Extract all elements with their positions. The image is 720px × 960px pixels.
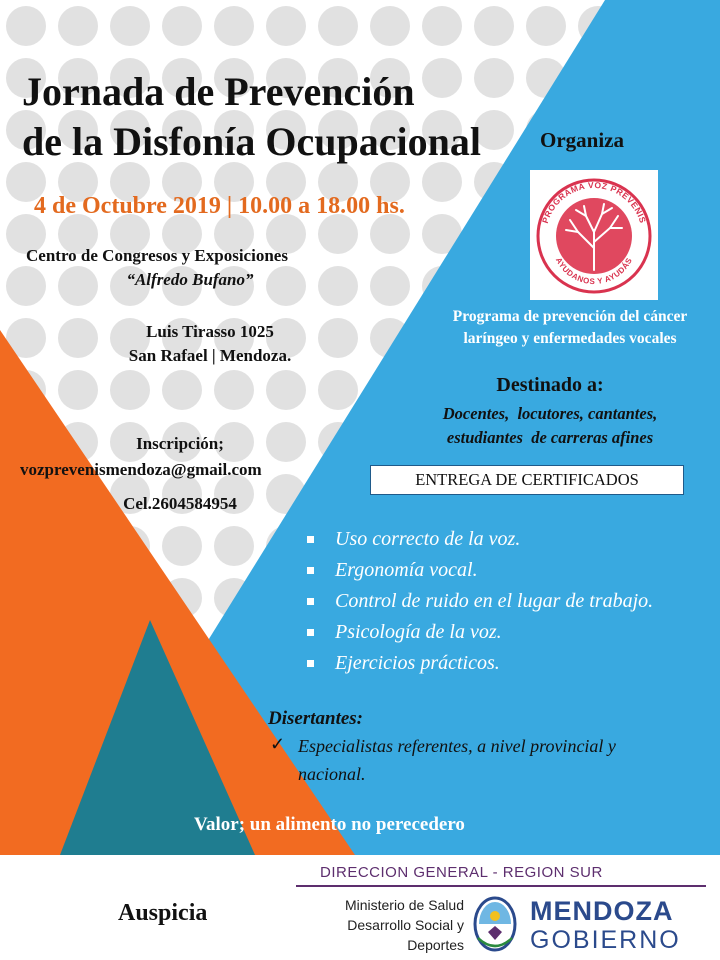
organizer-description-line2: laríngeo y enfermedades vocales bbox=[463, 330, 677, 347]
checkmark-icon: ✓ bbox=[270, 734, 286, 754]
direction-text: DIRECCION GENERAL - REGION SUR bbox=[320, 864, 603, 881]
program-logo bbox=[530, 170, 658, 300]
logo-text-bottom: AYUDANOS Y AYUDÁS bbox=[553, 256, 635, 287]
audience-line1: Docentes, locutores, cantantes, bbox=[442, 404, 658, 423]
ministry-line2: Desarrollo Social y bbox=[347, 917, 464, 933]
bullet-square-icon bbox=[307, 567, 314, 574]
venue-address2: San Rafael | Mendoza. bbox=[128, 346, 292, 365]
topic-text: Psicología de la voz. bbox=[335, 621, 502, 643]
bullet-square-icon bbox=[307, 629, 314, 636]
speakers-label: Disertantes: bbox=[268, 708, 363, 729]
topic-text: Control de ruido en el lugar de trabajo. bbox=[335, 590, 654, 612]
footer-divider bbox=[296, 885, 706, 887]
topic-item bbox=[305, 648, 653, 679]
bullet-square-icon bbox=[307, 536, 314, 543]
venue-address1: Luis Tirasso 1025 bbox=[146, 322, 274, 341]
bullet-square-icon bbox=[307, 660, 314, 667]
speakers-line2: nacional. bbox=[298, 764, 366, 784]
topic-item bbox=[305, 586, 653, 617]
logo-text-top: PROGRAMA VOZ PREVENIS bbox=[539, 179, 649, 225]
ministry-block bbox=[292, 895, 464, 955]
topic-item bbox=[305, 617, 653, 648]
topic-item bbox=[305, 555, 653, 586]
venue-name: Centro de Congresos y Exposiciones bbox=[26, 246, 288, 265]
registration-label: Inscripción; bbox=[136, 434, 224, 453]
mendoza-shield-icon bbox=[470, 894, 520, 954]
title-line2: de la Disfonía Ocupacional bbox=[22, 119, 481, 164]
topic-text: Ejercicios prácticos. bbox=[335, 652, 500, 674]
certificate-label: ENTREGA DE CERTIFICADOS bbox=[415, 470, 639, 489]
gov-line2: GOBIERNO bbox=[530, 926, 681, 954]
speakers-line1: Especialistas referentes, a nivel provincial y bbox=[298, 736, 616, 756]
registration-email[interactable]: vozprevenismendoza@gmail.com bbox=[20, 460, 262, 479]
program-logo-graphic bbox=[530, 170, 658, 300]
auspicia-label: Auspicia bbox=[118, 900, 208, 926]
value-text: Valor; un alimento no perecedero bbox=[194, 814, 465, 835]
registration-phone[interactable]: Cel.2604584954 bbox=[123, 494, 237, 513]
topic-text: Uso correcto de la voz. bbox=[335, 528, 521, 550]
topic-item bbox=[305, 524, 653, 555]
topics-list bbox=[305, 524, 653, 679]
certificate-box bbox=[370, 465, 684, 495]
ministry-line3: Deportes bbox=[407, 937, 464, 953]
organizer-description-line1: Programa de prevención del cáncer bbox=[452, 308, 688, 325]
title-line1: Jornada de Prevención bbox=[22, 69, 415, 114]
bullet-square-icon bbox=[307, 598, 314, 605]
organizer-label: Organiza bbox=[540, 128, 624, 152]
event-date: 4 de Octubre 2019 | 10.00 a 18.00 hs. bbox=[34, 193, 405, 219]
ministry-line1: Ministerio de Salud bbox=[344, 897, 464, 913]
audience-line2: estudiantes de carreras afines bbox=[446, 428, 654, 447]
venue-subname: “Alfredo Bufano” bbox=[126, 270, 254, 289]
topic-text: Ergonomía vocal. bbox=[335, 559, 478, 581]
gov-line1: MENDOZA bbox=[530, 896, 674, 926]
audience-label: Destinado a: bbox=[496, 374, 604, 396]
